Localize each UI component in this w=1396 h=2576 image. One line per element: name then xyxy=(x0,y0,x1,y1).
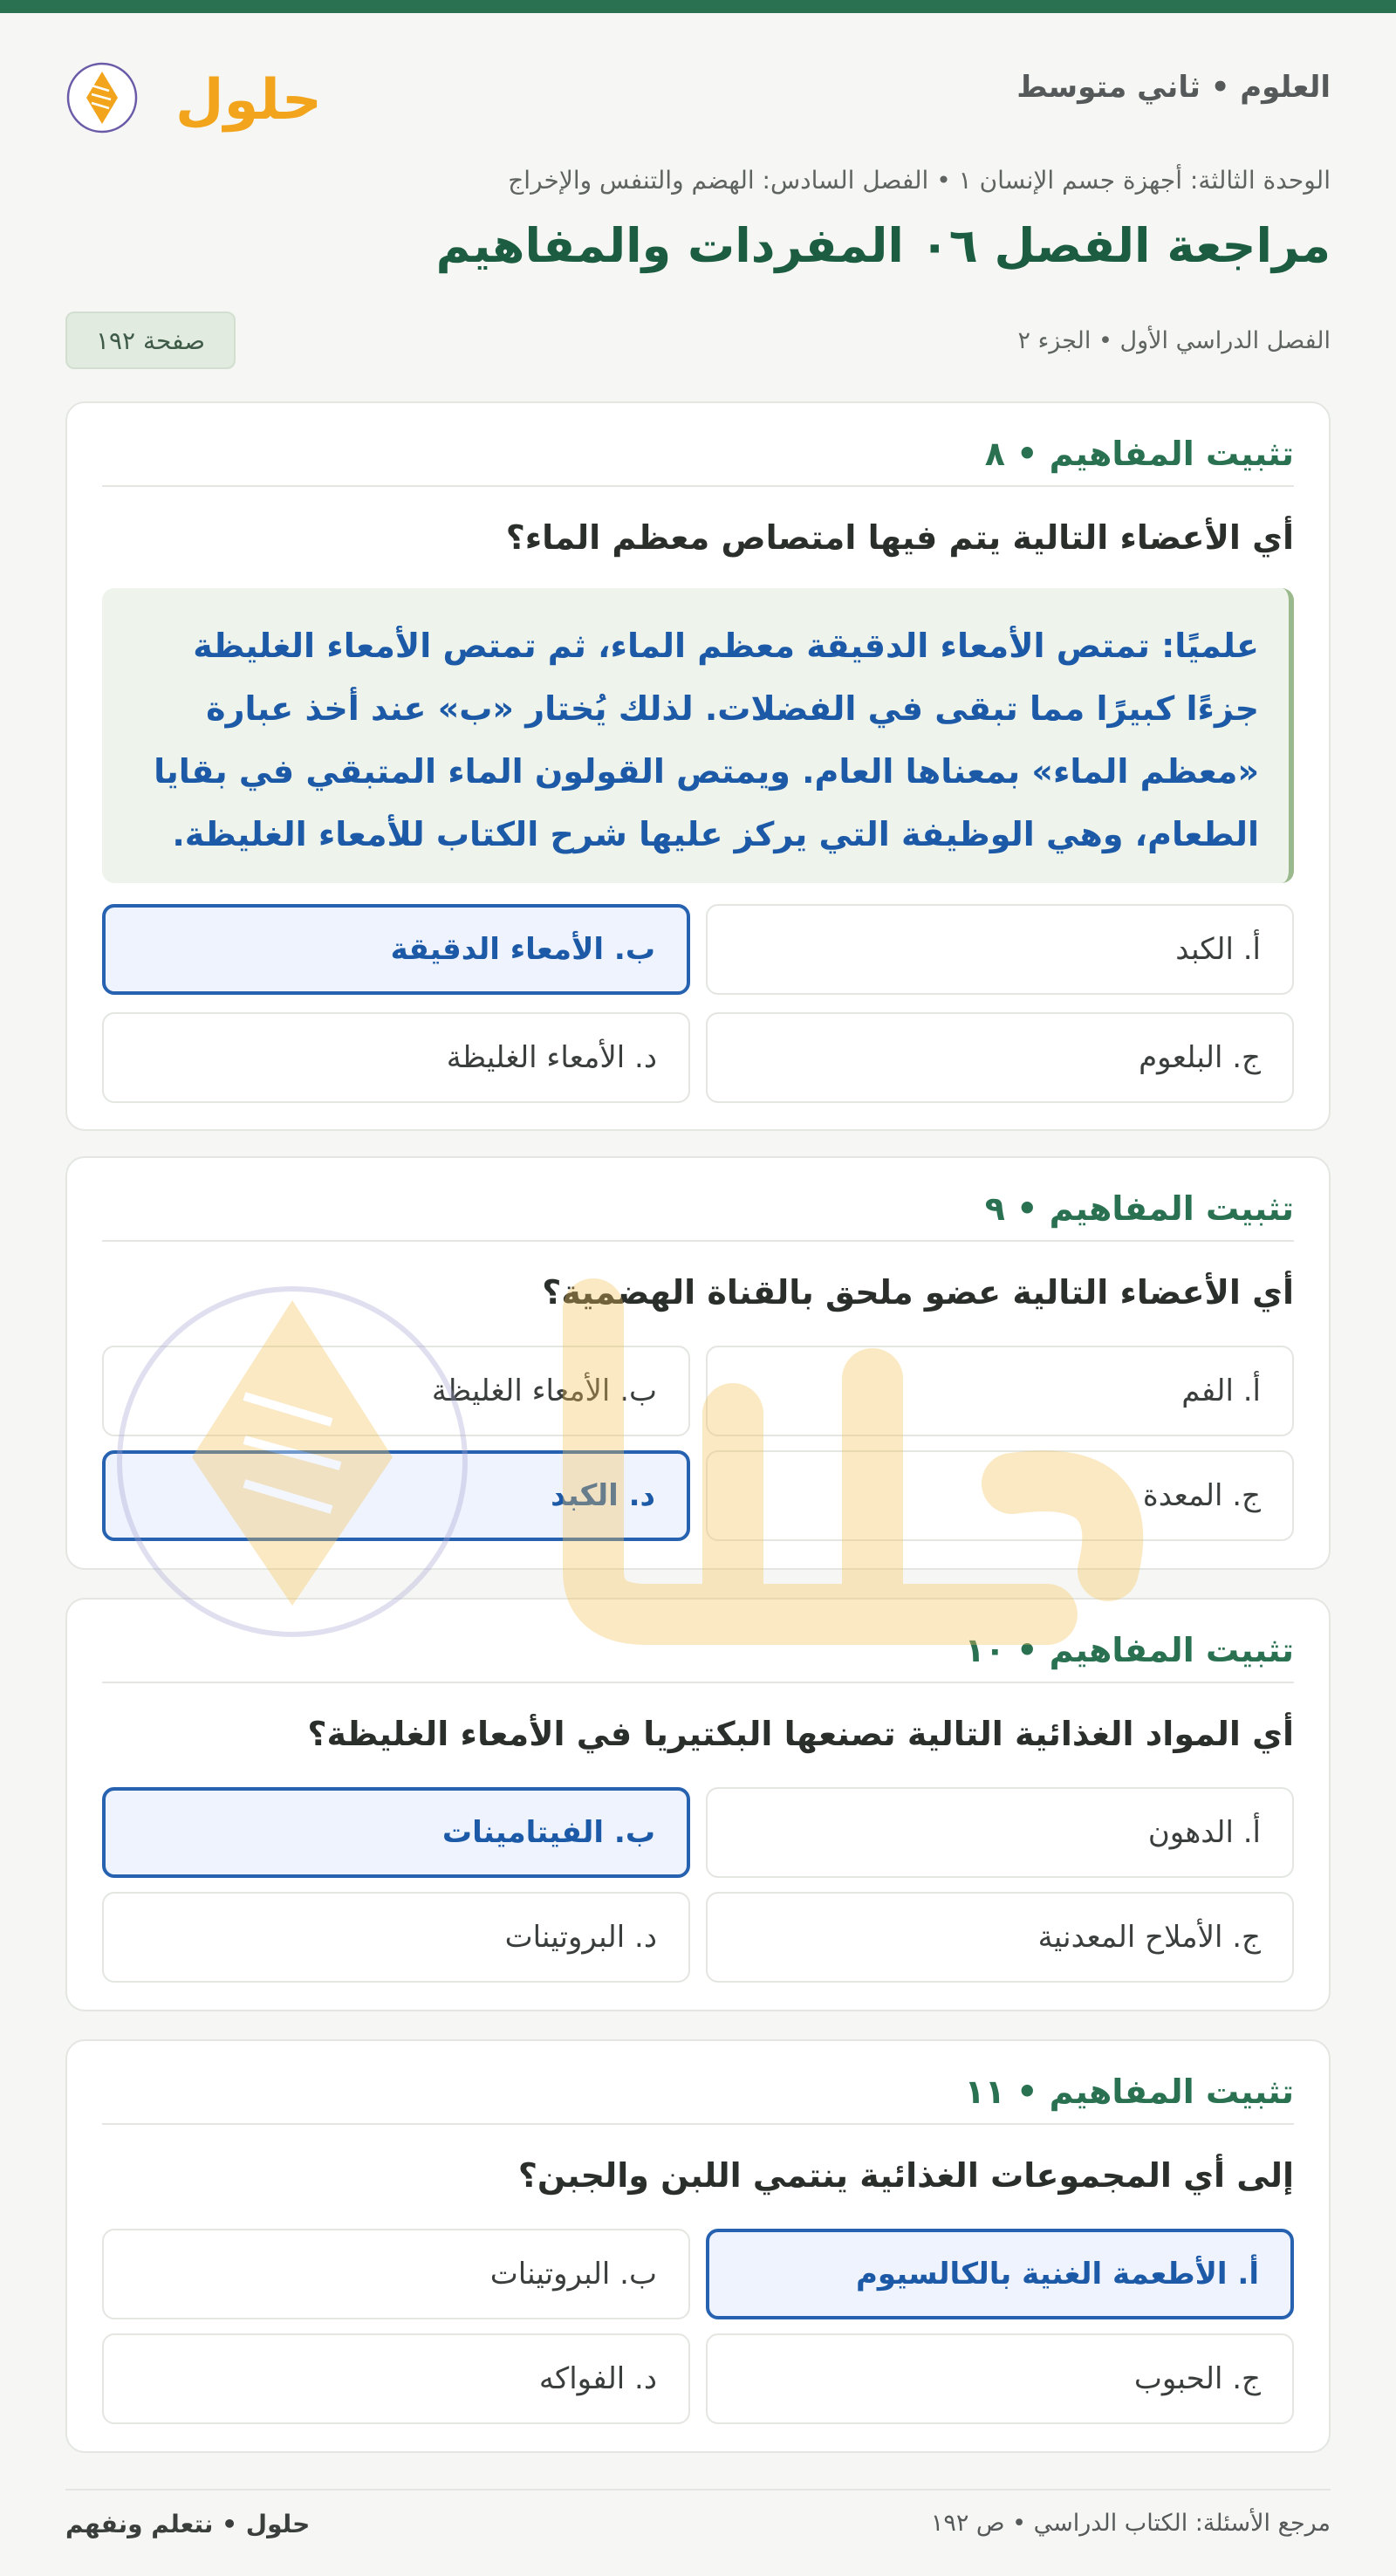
option-a[interactable]: أ. الكبد xyxy=(706,904,1294,995)
page-title: مراجعة الفصل ٠٦ المفردات والمفاهيم xyxy=(435,218,1331,273)
card-header xyxy=(102,2072,1294,2125)
footer-brand: حلول • نتعلم ونفهم xyxy=(65,2510,311,2538)
page-number-badge: صفحة ١٩٢ xyxy=(65,312,236,369)
card-header xyxy=(102,435,1294,487)
answer-body: تمتص الأمعاء الدقيقة معظم الماء، ثم تمتص الأمعاء الغليظة جزءًا كبيرًا مما تبقى في الفضلات. لذلك يُختار «ب» عند أخذ عبارة «معظم الماء» بمعناها العام. ويمتص القولون الماء المتبقي في بقايا الطعام، وهي الوظيفة التي يركز عليها شرح الكتاب للأمعاء الغليظة. xyxy=(154,627,1259,853)
card-header xyxy=(102,1631,1294,1683)
option-b[interactable]: ب. البروتينات xyxy=(102,2229,690,2319)
question-text: أي المواد الغذائية التالية تصنعها البكتيريا في الأمعاء الغليظة؟ xyxy=(307,1715,1294,1753)
option-c[interactable]: ج. المعدة xyxy=(706,1450,1294,1541)
card-label: تثبيت المفاهيم • ١١ xyxy=(964,2072,1294,2111)
semester-label: الفصل الدراسي الأول • الجزء ٢ xyxy=(1017,327,1331,354)
option-a[interactable]: أ. الدهون xyxy=(706,1787,1294,1878)
answer-prefix: علميًا: xyxy=(1161,627,1259,665)
question-text: أي الأعضاء التالية عضو ملحق بالقناة الهضمية؟ xyxy=(542,1273,1294,1312)
option-b-correct[interactable]: ب. الأمعاء الدقيقة xyxy=(102,904,690,995)
option-c[interactable]: ج. الحبوب xyxy=(706,2333,1294,2424)
option-d[interactable]: د. البروتينات xyxy=(102,1892,690,1983)
footer-reference: مرجع الأسئلة: الكتاب الدراسي • ص ١٩٢ xyxy=(930,2510,1331,2537)
question-card-9 xyxy=(65,1156,1331,1570)
question-card-11 xyxy=(65,2039,1331,2453)
subject-title: العلوم • ثاني متوسط xyxy=(1016,70,1331,105)
option-b-correct[interactable]: ب. الفيتامينات xyxy=(102,1787,690,1878)
page-header xyxy=(65,51,1331,138)
option-d-correct[interactable]: د. الكبد xyxy=(102,1450,690,1541)
question-card-8 xyxy=(65,401,1331,1131)
answer-explanation xyxy=(102,588,1294,883)
logo-wordmark: حلول xyxy=(175,68,322,133)
card-header xyxy=(102,1189,1294,1242)
option-c[interactable]: ج. الأملاح المعدنية xyxy=(706,1892,1294,1983)
footer-divider xyxy=(65,2489,1331,2490)
question-text: إلى أي المجموعات الغذائية ينتمي اللبن والجبن؟ xyxy=(517,2156,1294,2195)
breadcrumb: الوحدة الثالثة: أجهزة جسم الإنسان ١ • الفصل السادس: الهضم والتنفس والإخراج xyxy=(508,166,1331,195)
card-label: تثبيت المفاهيم • ٩ xyxy=(984,1189,1294,1228)
option-d[interactable]: د. الأمعاء الغليظة xyxy=(102,1012,690,1103)
hulul-logo-icon xyxy=(65,51,322,138)
question-card-10 xyxy=(65,1598,1331,2011)
option-c[interactable]: ج. البلعوم xyxy=(706,1012,1294,1103)
card-label: تثبيت المفاهيم • ١٠ xyxy=(964,1631,1294,1669)
top-accent-bar xyxy=(0,0,1396,13)
card-label: تثبيت المفاهيم • ٨ xyxy=(984,435,1294,473)
option-b[interactable]: ب. الأمعاء الغليظة xyxy=(102,1346,690,1436)
option-a-correct[interactable]: أ. الأطعمة الغنية بالكالسيوم xyxy=(706,2229,1294,2319)
question-text: أي الأعضاء التالية يتم فيها امتصاص معظم الماء؟ xyxy=(505,518,1294,557)
option-a[interactable]: أ. الفم xyxy=(706,1346,1294,1436)
option-d[interactable]: د. الفواكه xyxy=(102,2333,690,2424)
